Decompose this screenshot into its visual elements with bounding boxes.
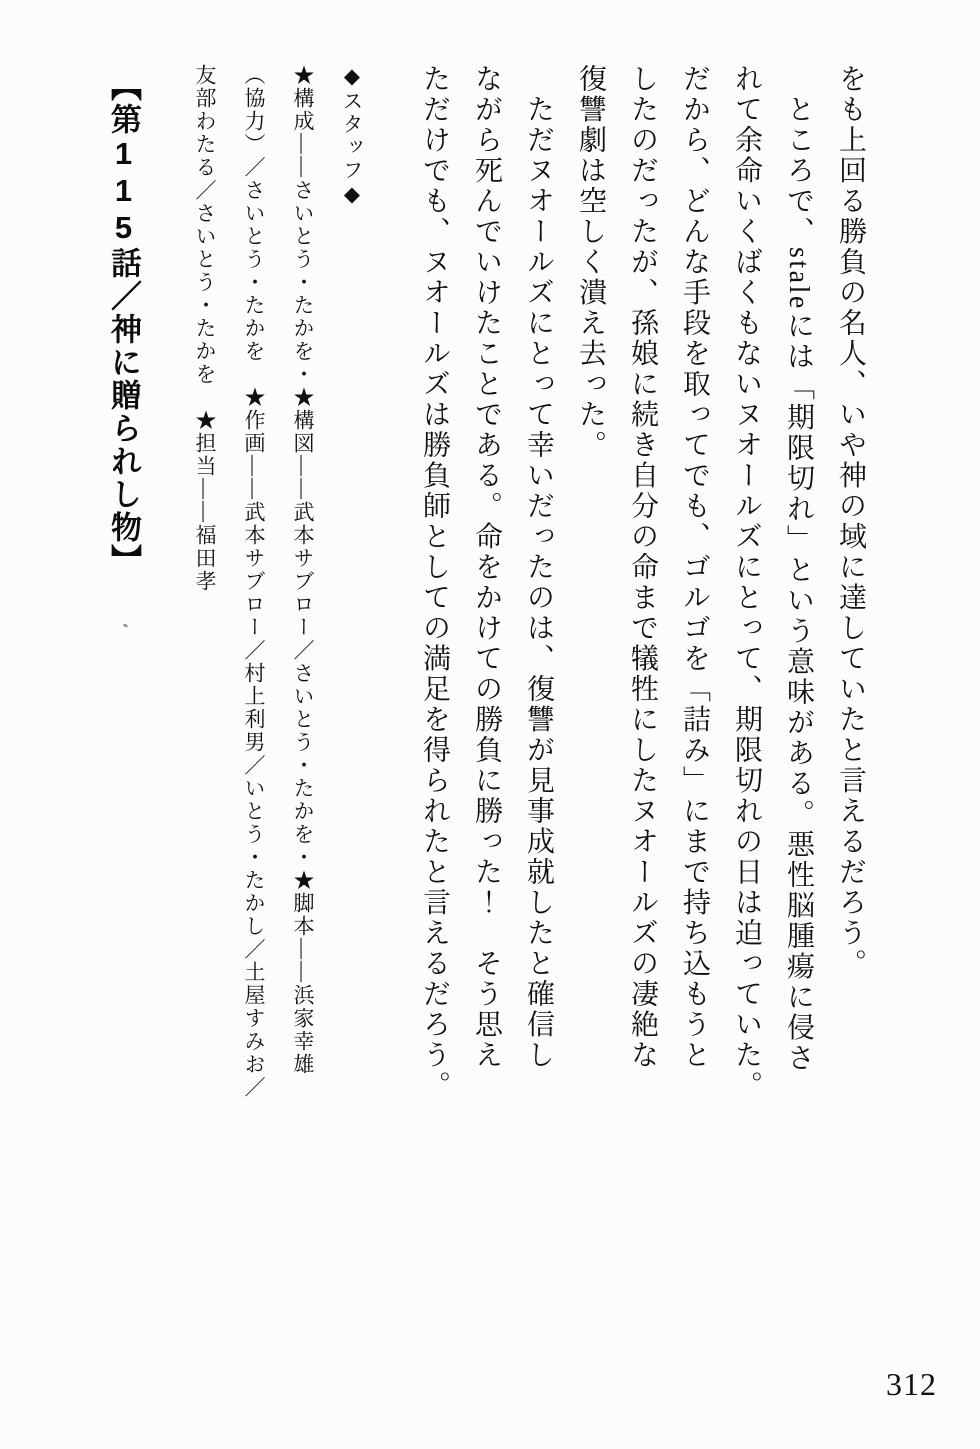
- staff-credit-column: （協力）／さいとう・たかを ★作画——武本サブロー／村上利男／いとう・たかし／土屋すみお／: [242, 64, 266, 1099]
- body-text-block: [408, 64, 876, 1184]
- chapter-title: [100, 70, 146, 1370]
- body-text-column: したのだったが、孫娘に続き自分の命まで犠牲にしたヌオールズの凄絶な: [627, 64, 658, 1071]
- staff-credit-column: 友部わたる／さいとう・たかを ★担当——福田孝: [193, 64, 217, 593]
- chapter-title-post: 話／神に贈られし物】: [106, 247, 141, 577]
- body-text-column: れて余命いくばくもないヌオールズにとって、期限切れの日は迫っていた。: [731, 64, 762, 1101]
- body-text-column: をも上回る勝負の名人、いや神の域に達していたと言えるだろう。: [835, 64, 866, 979]
- body-text-column: ながら死んでいけたことである。命をかけての勝負に勝った！ そう思え: [471, 64, 502, 1071]
- body-text-column: ところで、staleには「期限切れ」という意味がある。悪性脳腫瘍に侵さ: [783, 64, 814, 1074]
- page-number: 312: [886, 1366, 937, 1402]
- chapter-number: 115: [106, 136, 141, 247]
- staff-header: ◆スタッフ◆: [340, 64, 364, 208]
- chapter-title-pre: 【第: [106, 70, 141, 136]
- body-text-column: だから、どんな手段を取ってでも、ゴルゴを「詰み」にまで持ち込もうと: [679, 64, 710, 1071]
- staff-block: [180, 64, 376, 1184]
- staff-credit-column: ★構成——さいとう・たかを・★構図——武本サブロー／さいとう・たかを・★脚本——浜家幸雄: [291, 64, 315, 1076]
- body-text-column: ただヌオールズにとって幸いだったのは、復讐が見事成就したと確信し: [523, 64, 554, 1071]
- body-text-column: 復讐劇は空しく潰え去った。: [575, 64, 606, 461]
- body-text-column: ただけでも、ヌオールズは勝負師としての満足を得られたと言えるだろう。: [419, 64, 450, 1101]
